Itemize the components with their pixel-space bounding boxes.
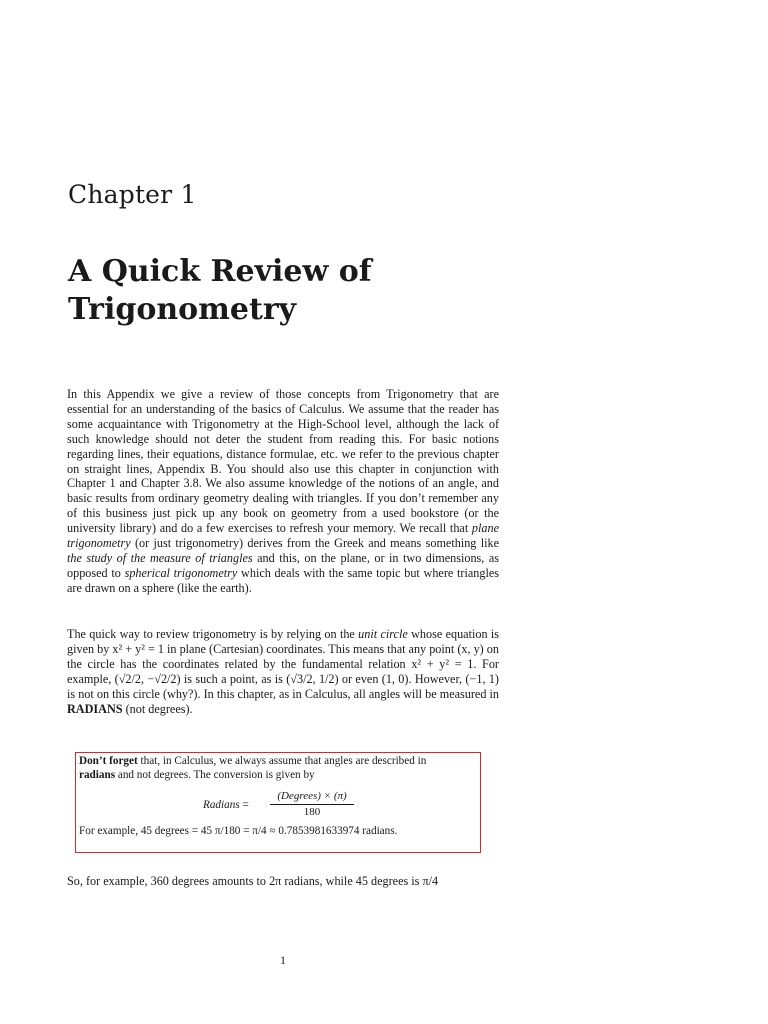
conversion-example-paragraph: So, for example, 360 degrees amounts to 2π radians, while 45 degrees is π/4 xyxy=(67,874,439,888)
term-study-of-triangles: the study of the measure of triangles xyxy=(67,550,253,565)
chapter-title-line-2: Trigonometry xyxy=(68,292,297,327)
formula-fraction xyxy=(270,790,354,819)
fraction-bar xyxy=(270,804,354,805)
note-line-2 xyxy=(79,768,477,782)
chapter-title xyxy=(68,253,508,329)
dont-forget-note-box xyxy=(75,752,481,853)
note-dont-forget: Don’t forget xyxy=(79,755,138,767)
unit-circle-text-b: whose equation is given by x² + y² = 1 in plane (Cartesian) coordinates. This means that any point (x, y) on the circle has the coordinates related by the fundamental relation x² + y² = 1. For example, (√2/2, −√2/2) is such a point, as is (√3/2, 1/2) or even (1, 0). However, (−1, 1) is not on this circle (why?). In this chapter, as in Calculus, all angles will be measured in xyxy=(67,627,499,701)
term-spherical-trigonometry: spherical trigonometry xyxy=(124,565,238,580)
note-text-b: and not degrees. The conversion is given by xyxy=(115,769,315,781)
formula-numerator: (Degrees) × (π) xyxy=(277,790,347,802)
note-radians: radians xyxy=(79,769,116,781)
term-radians: RADIANS xyxy=(67,701,123,716)
note-example: For example, 45 degrees = 45 π/180 = π/4 ≈ 0.7853981633974 radians. xyxy=(79,825,398,837)
intro-text-a: In this Appendix we give a review of those concepts from Trigonometry that are essential for an understanding of the basics of Calculus. We assume that the reader has some acquaintance with Trigonometry at the High-School level, although the lack of such knowledge should not deter the student from reading this. For basic notions regarding lines, their equations, distance formulae, etc. we refer to the previous chapter on straight lines, Appendix B. You should also use this chapter in conjunction with Chapter 1 and Chapter 3.8. We also assume knowledge of the notions of an angle, and basic results from ordinary geometry dealing with triangles. If you don’t remember any of this business just pick up any book on geometry from a used bookstore (or the university library) and do a few exercises to refresh your memory. We recall that xyxy=(67,387,499,536)
formula-equals: = xyxy=(242,799,249,811)
unit-circle-paragraph xyxy=(67,627,499,716)
intro-text-d: which deals with the same topic but where triangles are drawn on a sphere (like the earth). xyxy=(67,565,500,595)
page-number: 1 xyxy=(280,953,286,967)
intro-text-b: (or just trigonometry) derives from the Greek and means something like xyxy=(130,536,499,551)
note-line-1 xyxy=(79,754,477,768)
conversion-formula xyxy=(76,790,480,822)
term-plane-trigonometry: plane trigonometry xyxy=(67,521,499,551)
unit-circle-text-a: The quick way to review trigonometry is by relying on the xyxy=(67,627,359,641)
note-text-a: that, in Calculus, we always assume that angles are described in xyxy=(137,755,427,767)
intro-text-c: and this, on the plane, or in two dimensions, as opposed to xyxy=(67,550,499,580)
intro-paragraph xyxy=(67,387,499,596)
term-unit-circle: unit circle xyxy=(358,627,408,641)
chapter-label: Chapter 1 xyxy=(68,180,197,209)
formula-denominator: 180 xyxy=(303,806,321,818)
formula-lhs: Radians = xyxy=(203,799,249,811)
unit-circle-text-c: (not degrees). xyxy=(122,701,193,716)
chapter-title-line-1: A Quick Review of xyxy=(68,254,372,289)
